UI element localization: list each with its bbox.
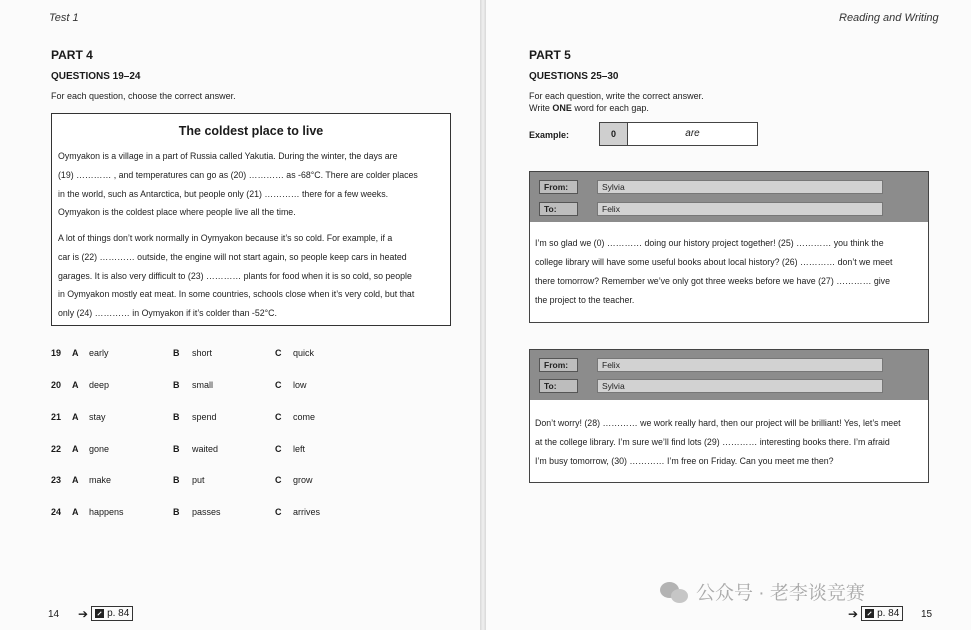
watermark-text: 公众号 · 老李谈竞赛 — [696, 583, 865, 604]
question-number: 23 — [51, 475, 62, 485]
email-sylvia-to-felix — [529, 171, 929, 323]
option-row-20 — [51, 380, 351, 394]
to-field: Sylvia — [597, 379, 883, 393]
reading-paragraph-2 — [58, 229, 446, 323]
option-a[interactable]: make — [89, 475, 112, 485]
option-b[interactable]: spend — [192, 412, 217, 422]
running-head-right: Reading and Writing — [839, 12, 939, 24]
paragraph-line: in the world, such as Antarctica, but people only (21) ………… there for a few weeks. — [58, 188, 389, 199]
from-label: From: — [539, 358, 578, 372]
watermark — [660, 578, 865, 605]
to-field: Felix — [597, 202, 883, 216]
running-head-left: Test 1 — [49, 12, 79, 24]
letter-a: A — [72, 348, 79, 358]
letter-c: C — [275, 412, 282, 422]
option-a[interactable]: deep — [89, 380, 110, 390]
letter-c: C — [275, 444, 282, 454]
letter-b: B — [173, 412, 180, 422]
email-line: college library will have some useful books about local history? (26) ………… don’t we meet — [535, 257, 893, 267]
part-5-instruction — [529, 90, 704, 114]
letter-b: B — [173, 348, 180, 358]
example-label: Example: — [529, 130, 570, 140]
page-number-right: 15 — [921, 609, 933, 620]
letter-b: B — [173, 380, 180, 390]
part-5-title: PART 5 — [529, 48, 571, 62]
letter-a: A — [72, 444, 79, 454]
email-line: the project to the teacher. — [535, 295, 635, 305]
option-b[interactable]: passes — [192, 507, 221, 517]
reference-box — [91, 606, 133, 621]
paragraph-line: Oymyakon is a village in a part of Russia called Yakutia. During the winter, the days are — [58, 151, 398, 161]
option-c[interactable]: arrives — [293, 507, 321, 517]
option-row-21 — [51, 412, 351, 426]
option-a[interactable]: gone — [89, 444, 110, 454]
reading-paragraph-1 — [58, 147, 446, 222]
instruction-text: word for each gap. — [571, 103, 649, 113]
email-header — [530, 350, 928, 400]
answer-key-icon — [95, 609, 104, 618]
letter-a: A — [72, 380, 79, 390]
option-a[interactable]: stay — [89, 412, 106, 422]
option-c[interactable]: grow — [293, 475, 313, 485]
letter-b: B — [173, 475, 180, 485]
answer-key-icon — [865, 609, 874, 618]
letter-c: C — [275, 507, 282, 517]
questions-19-24-title: QUESTIONS 19–24 — [51, 71, 141, 82]
reference-page: p. 84 — [877, 608, 900, 619]
option-b[interactable]: waited — [192, 444, 219, 454]
question-number: 21 — [51, 412, 62, 422]
answer-key-reference-right[interactable] — [848, 606, 903, 621]
option-c[interactable]: left — [293, 444, 306, 454]
option-c[interactable]: quick — [293, 348, 315, 358]
question-number: 24 — [51, 507, 62, 517]
paragraph-line: car is (22) ………… outside, the engine will not start again, so people keep cars in heated — [58, 251, 407, 262]
from-field: Sylvia — [597, 180, 883, 194]
reading-text-title: The coldest place to live — [178, 124, 324, 138]
letter-a: A — [72, 507, 79, 517]
example-answer: are — [627, 122, 758, 146]
question-number: 22 — [51, 444, 62, 454]
option-row-24 — [51, 507, 351, 521]
option-a[interactable]: early — [89, 348, 109, 358]
questions-25-30-title: QUESTIONS 25–30 — [529, 71, 619, 82]
option-b[interactable]: small — [192, 380, 214, 390]
option-c[interactable]: come — [293, 412, 316, 422]
letter-a: A — [72, 412, 79, 422]
arrow-right-icon: ➔ — [78, 606, 89, 621]
page-number-left: 14 — [48, 609, 60, 620]
part-4-instruction: For each question, choose the correct answer. — [51, 91, 236, 101]
question-number: 20 — [51, 380, 62, 390]
question-number: 19 — [51, 348, 62, 358]
example-number: 0 — [599, 122, 628, 146]
instruction-text: Write — [529, 103, 553, 113]
instruction-emphasis: ONE — [552, 103, 572, 113]
option-a[interactable]: happens — [89, 507, 124, 517]
option-row-23 — [51, 475, 351, 489]
email-felix-to-sylvia — [529, 349, 929, 483]
email-body — [535, 234, 925, 310]
letter-b: B — [173, 444, 180, 454]
paragraph-line: garages. It is also very difficult to (23) ………… plants for food when it is so cold, so people — [58, 270, 412, 281]
email-line: there tomorrow? Remember we’ve only got three weeks before we have (27) ………… give — [535, 276, 890, 286]
email-body — [535, 414, 925, 471]
letter-b: B — [173, 507, 180, 517]
option-b[interactable]: put — [192, 475, 205, 485]
email-line: at the college library. I’m sure we’ll find lots (29) ………… interesting books there. I’m afraid — [535, 437, 890, 447]
instruction-line-2 — [529, 102, 704, 114]
paragraph-line: only (24) ………… in Oymyakon if it’s colder than -52°C. — [58, 308, 277, 319]
option-c[interactable]: low — [293, 380, 307, 390]
option-b[interactable]: short — [192, 348, 213, 358]
answer-key-reference-left[interactable] — [78, 606, 133, 621]
option-row-19 — [51, 348, 351, 362]
reference-page: p. 84 — [107, 608, 130, 619]
wechat-icon — [660, 580, 690, 604]
from-label: From: — [539, 180, 578, 194]
email-header — [530, 172, 928, 222]
part-4-title: PART 4 — [51, 48, 93, 62]
option-row-22 — [51, 444, 351, 458]
instruction-line-1: For each question, write the correct answer. — [529, 91, 704, 101]
letter-a: A — [72, 475, 79, 485]
paragraph-line: Oymyakon is the coldest place where people live all the time. — [58, 207, 296, 218]
letter-c: C — [275, 348, 282, 358]
arrow-right-icon: ➔ — [848, 606, 859, 621]
reference-box — [861, 606, 903, 621]
letter-c: C — [275, 475, 282, 485]
to-label: To: — [539, 379, 578, 393]
from-field: Felix — [597, 358, 883, 372]
reading-text-box — [51, 113, 451, 326]
paragraph-line: (19) ………… , and temperatures can go as (20) ………… as -68°C. There are colder places — [58, 169, 418, 180]
email-line: I’m busy tomorrow, (30) ………… I’m free on Friday. Can you meet me then? — [535, 456, 834, 466]
email-line: Don’t worry! (28) ………… we work really hard, then our project will be brilliant! Yes, let’s meet — [535, 418, 901, 428]
email-line: I’m so glad we (0) ………… doing our history project together! (25) ………… you think the — [535, 238, 884, 248]
paragraph-line: in Oymyakon mostly eat meat. In some countries, schools close when it’s very cold, but that — [58, 289, 415, 300]
paragraph-line: A lot of things don’t work normally in Oymyakon because it’s so cold. For example, if a — [58, 233, 393, 243]
to-label: To: — [539, 202, 578, 216]
letter-c: C — [275, 380, 282, 390]
